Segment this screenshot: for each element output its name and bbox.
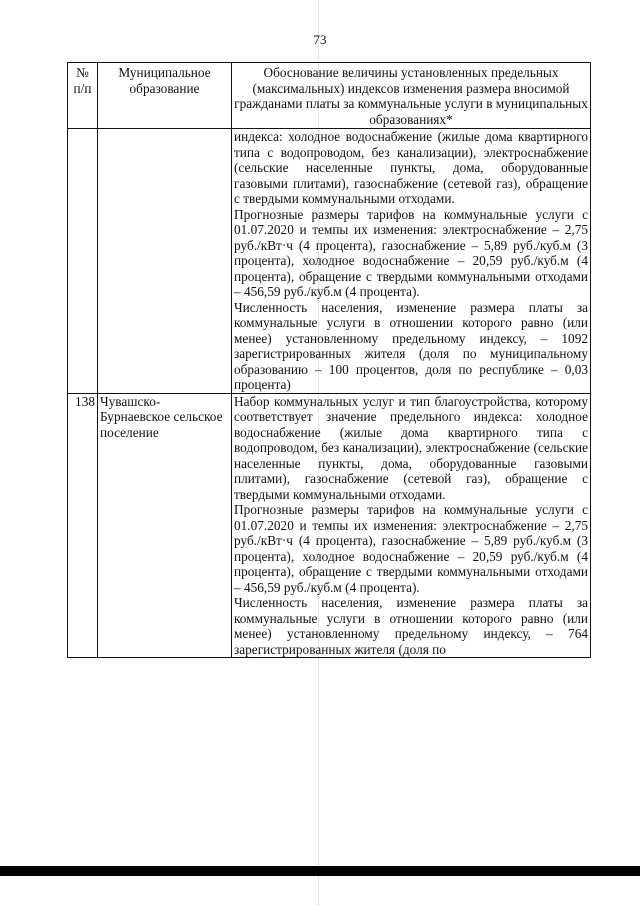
justification-paragraph: Численность населения, изменение размера платы за коммунальные услуги в отношении которого равно (или менее) установленному предельному индексу, – 764 зарегистрированных жителя (доля по bbox=[234, 595, 588, 657]
header-number: № п/п bbox=[68, 63, 98, 129]
header-municipality: Муниципальное образование bbox=[98, 63, 232, 129]
table-row bbox=[68, 129, 591, 394]
table-row bbox=[68, 393, 591, 658]
justification-paragraph: Численность населения, изменение размера платы за коммунальные услуги в отношении которого равно (или менее) установленному предельному индексу, – 1092 зарегистрированных жителя (доля по муниципальному образованию – 100 процентов, доля по республике – 0,03 процента) bbox=[234, 299, 588, 392]
justification-paragraph: Набор коммунальных услуг и тип благоустройства, которому соответствует значение предельного индекса: холодное водоснабжение (жилые дома квартирного типа с водопроводом, без канализации), электроснабжение (сельские населенные пункты, дома, оборудованные газовыми плитами), газоснабжение (сетевой газ), обращение с твердыми коммунальными отходами. bbox=[234, 393, 588, 502]
row-number: 138 bbox=[68, 393, 98, 658]
row-number bbox=[68, 129, 98, 394]
row-municipality: Чувашско-Бурнаевское сельское поселение bbox=[98, 393, 232, 658]
scan-bottom-bar bbox=[0, 866, 640, 876]
header-justification: Обоснование величины установленных предельных (максимальных) индексов изменения размера вносимой гражданами платы за коммунальные услуги в муниципальных образованиях* bbox=[232, 63, 591, 129]
row-justification bbox=[232, 129, 591, 394]
justification-paragraph: Прогнозные размеры тарифов на коммунальные услуги с 01.07.2020 и темпы их изменения: электроснабжение – 2,75 руб./кВт·ч (4 процента), газоснабжение – 5,89 руб./куб.м (3 процента), холодное водоснабжение – 20,59 руб./куб.м (4 процента), обращение с твердыми коммунальными отходами – 456,59 руб./куб.м (4 процента). bbox=[234, 502, 588, 595]
row-municipality bbox=[98, 129, 232, 394]
page-number: 73 bbox=[313, 32, 327, 47]
justification-paragraph: Прогнозные размеры тарифов на коммунальные услуги с 01.07.2020 и темпы их изменения: электроснабжение – 2,75 руб./кВт·ч (4 процента), газоснабжение – 5,89 руб./куб.м (3 процента), холодное водоснабжение – 20,59 руб./куб.м (4 процента), обращение с твердыми коммунальными отходами – 456,59 руб./куб.м (4 процента). bbox=[234, 206, 588, 299]
row-justification bbox=[232, 393, 591, 658]
table-header-row bbox=[68, 63, 591, 129]
justification-paragraph: индекса: холодное водоснабжение (жилые дома квартирного типа с водопроводом, без канализации), электроснабжение (сельские населенные пункты, дома, оборудованные газовыми плитами), газоснабжение (сетевой газ), обращение с твердыми коммунальными отходами. bbox=[234, 129, 588, 206]
tariff-justification-table bbox=[67, 62, 591, 658]
